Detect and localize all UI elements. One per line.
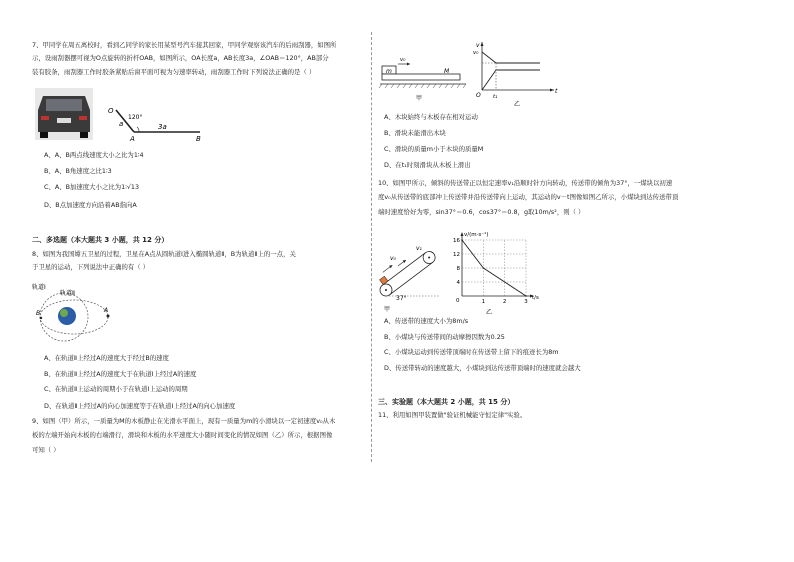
label-orbit-1: 轨道Ⅰ (32, 284, 46, 291)
q8-option-b[interactable]: B、在轨道Ⅱ上经过A的速度大于在轨道Ⅰ上经过A的速度 (44, 370, 197, 378)
chart-origin: 0 (456, 298, 460, 304)
car-rear-photo (35, 88, 93, 140)
label-O: O (108, 107, 114, 115)
label-jia: 甲 (416, 95, 423, 102)
label-v-axis: v (476, 42, 480, 49)
q10-vt-chart (448, 228, 548, 316)
label-t1: t₁ (493, 94, 498, 100)
q7-option-a[interactable]: A、A、B两点线速度大小之比为1∶4 (44, 151, 144, 159)
label-orbit-2: 轨道Ⅱ (60, 290, 75, 297)
label-jia-10: 甲 (384, 306, 391, 313)
orbit-diagram (32, 282, 112, 344)
q7-line1: 7、甲同学在周五离校时，看到乙同学的家长用某型号汽车接其回家，甲同学观察该汽车的后雨刮器，如图所 (32, 41, 337, 49)
column-divider (371, 32, 372, 462)
chart-ylabel: v/(m·s⁻¹) (464, 232, 489, 238)
q9-option-a[interactable]: A、木块始终与木板存在相对运动 (384, 113, 478, 121)
label-m: m (386, 68, 392, 75)
label-a: a (119, 120, 124, 128)
label-3a: 3a (158, 123, 167, 131)
q7-line3: 装有胶条，雨刮器工作时胶条紧贴后窗平面可视为匀速率转动，雨刮器工作时下列说法正确的是（ ） (32, 67, 316, 76)
q7-option-b[interactable]: B、A、B角速度之比1∶3 (44, 167, 112, 175)
data-point (483, 267, 485, 269)
q10-option-b[interactable]: B、小煤块与传送带间的动摩擦因数为0.25 (384, 333, 505, 341)
label-point-B: B (36, 310, 41, 317)
q9-figure-jia (378, 54, 470, 104)
q8-option-c[interactable]: C、在轨道Ⅱ上运动的周期小于在轨道Ⅰ上运动的周期 (44, 385, 188, 393)
y-tick-label: 12 (453, 252, 460, 258)
chart-xlabel: t/s (532, 295, 539, 301)
q9-line3: 可知（ ） (32, 445, 60, 454)
question-11: 11、利用如图甲装置做"验证机械能守恒定律"实验。 (378, 411, 527, 419)
data-point (525, 295, 527, 297)
question-8 (32, 251, 296, 272)
q10-line2: 度v₀从传送带的底部冲上传送带并沿传送带向上运动，其运动的v－t图像如图乙所示，小煤块到达传送带顶 (378, 193, 679, 202)
q10-line1: 10、如图甲所示，倾斜的传送带正以恒定速率v₁沿顺时针方向转动，传送带的倾角为37°，一煤块以初速 (378, 179, 673, 187)
question-9 (32, 418, 335, 454)
label-M: M (444, 68, 450, 75)
label-yi: 乙 (514, 101, 521, 108)
x-tick-label: 2 (502, 299, 507, 305)
section-2-heading: 二、多选题（本大题共 3 小题，共 12 分） (32, 236, 169, 244)
q8-option-a[interactable]: A、在轨道Ⅱ上经过A的速度大于经过B的速度 (44, 354, 169, 362)
y-tick-label: 4 (456, 280, 460, 286)
q10-figure-jia (376, 238, 448, 314)
q10-line3: 端时速度恰好为零，sin37°＝0.6，cos37°＝0.8，g取10m/s²，则（ ） (378, 207, 585, 216)
label-v0-graph: v₀ (473, 50, 479, 56)
q8-line1: 8、如图为我国嫦五卫星的过程，卫星在A点从圆轨道Ⅰ进入椭圆轨道Ⅱ，B为轨道Ⅱ上的一点，关 (32, 250, 296, 258)
q8-line2: 于卫星的运动，下列说法中正确的有（ ） (32, 263, 150, 272)
chart-grid (461, 232, 535, 298)
x-tick-label: 3 (524, 299, 528, 305)
q8-option-d[interactable]: D、在轨道Ⅱ上经过A的向心加速度等于在轨道Ⅰ上经过A的向心加速度 (44, 402, 236, 410)
question-10 (378, 180, 678, 216)
q9-line2: 板的左端开始向木板的右端滑行，滑块和木板的水平速度大小随时间变化的情况如图（乙）所示，根据图像 (32, 431, 333, 440)
label-A: A (130, 135, 135, 142)
y-tick-label: 8 (456, 266, 460, 272)
q9-figure-yi (470, 38, 560, 108)
chart-marks (453, 238, 528, 305)
label-origin: O (476, 92, 481, 99)
label-v1-belt: v₁ (416, 245, 422, 252)
q10-option-c[interactable]: C、小煤块运动到传送带顶端时在传送带上留下的痕迹长为8m (384, 348, 559, 356)
y-tick-label: 16 (453, 238, 460, 244)
q10-option-d[interactable]: D、传送带转动的速度越大，小煤块到达传送带顶端时的速度就会越大 (384, 364, 581, 372)
label-37: 37° (396, 295, 407, 302)
label-B: B (196, 135, 201, 142)
q9-option-d[interactable]: D、在t₁时刻滑块从木板上滑出 (384, 161, 471, 169)
q9-line1: 9、如图（甲）所示，一质量为M的木板静止在光滑水平面上，现有一质量为m的小滑块以一定初速度v₀从木 (32, 417, 336, 425)
label-point-A: A (104, 307, 109, 314)
label-v0-belt: v₀ (390, 255, 396, 262)
section-3-heading: 三、实验题（本大题共 2 小题，共 15 分） (378, 398, 515, 406)
q10-option-a[interactable]: A、传送带的速度大小为8m/s (384, 317, 469, 325)
label-angle: 120° (128, 114, 143, 121)
question-7 (32, 42, 336, 76)
x-tick-label: 1 (481, 299, 486, 305)
q7-option-c[interactable]: C、A、B加速度大小之比为1∶√13 (44, 183, 140, 191)
q9-option-c[interactable]: C、滑块的质量m小于木块的质量M (384, 145, 484, 153)
label-v0: v₀ (400, 57, 406, 63)
data-point (461, 239, 463, 241)
q7-line2: 示，设雨刮器摆可视为O点旋转的折杆OAB，如图所示，OA长度a，AB长度3a，∠OAB＝120°，AB部分 (32, 54, 329, 63)
wiper-diagram (108, 102, 208, 142)
label-yi-10: 乙 (486, 309, 493, 316)
label-t-axis: t (555, 88, 558, 95)
q7-option-d[interactable]: D、B点加速度方向沿着AB指向A (44, 201, 137, 209)
q9-option-b[interactable]: B、滑块未能滑出木块 (384, 129, 446, 137)
